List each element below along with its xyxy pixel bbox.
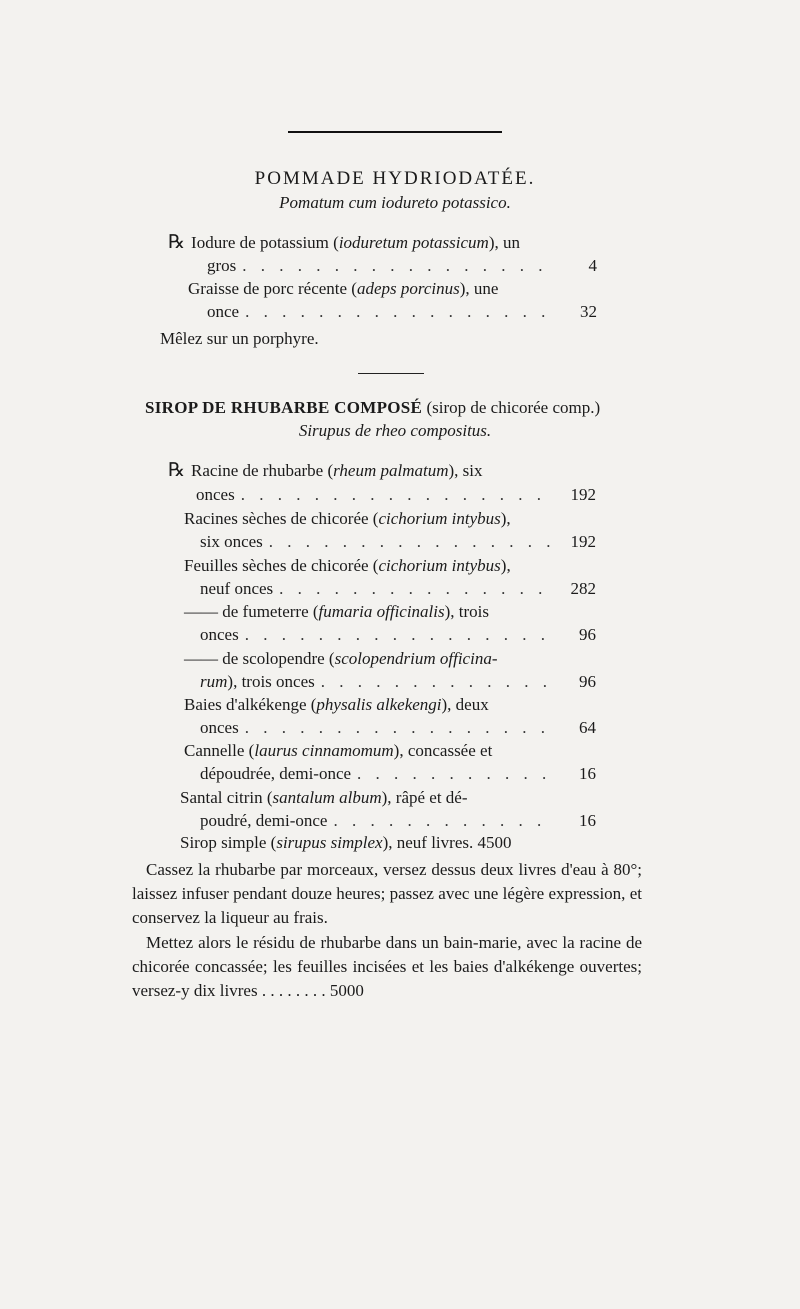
recipe-item: Graisse de porc récente (adeps porcinus), une bbox=[188, 279, 499, 298]
recipe-symbol-icon: ℞ bbox=[168, 460, 186, 481]
section-divider bbox=[358, 373, 424, 374]
section2-subtitle: Sirupus de rheo compositus. bbox=[298, 421, 492, 440]
recipe-item: Sirop simple (sirupus simplex), neuf livres. 4500 bbox=[180, 833, 512, 852]
recipe-item-quantity: once . . . 32 bbox=[207, 301, 597, 323]
section2-title: SIROP DE RHUBARBE COMPOSÉ (sirop de chicorée comp.) bbox=[145, 398, 601, 417]
recipe-item: —— de scolopendre (scolopendrium officina- bbox=[184, 649, 498, 668]
recipe-item: ℞ Iodure de potassium (ioduretum potassicum), un bbox=[168, 232, 521, 253]
recipe-item: —— de fumeterre (fumaria officinalis), trois bbox=[184, 602, 490, 621]
recipe-item: ℞ Racine de rhubarbe (rheum palmatum), six bbox=[168, 460, 483, 481]
recipe-item-quantity: gros . . . 4 bbox=[207, 255, 597, 277]
recipe-item: Baies d'alkékenge (physalis alkekengi), deux bbox=[184, 695, 489, 714]
recipe-item: Cannelle (laurus cinnamomum), concassée et bbox=[184, 741, 493, 760]
recipe-item-quantity: onces . . . 192 bbox=[196, 484, 596, 506]
recipe-item: Racines sèches de chicorée (cichorium intybus), bbox=[184, 509, 511, 528]
recipe-item-quantity: neuf onces . . . 282 bbox=[200, 578, 596, 600]
section1-subtitle: Pomatum cum ioduretо potassico. bbox=[279, 193, 511, 212]
instructions-paragraph: Mettez alors le résidu de rhubarbe dans un bain-marie, avec la racine de chicorée concassée; les feuilles incisées et les baies d'alkékenge ouvertes; versez-y dix livres . . . . . . . . 5000 bbox=[132, 933, 642, 1000]
section1-title: POMMADE HYDRIODATÉE. bbox=[254, 168, 536, 189]
recipe-item-quantity: onces . . . 64 bbox=[200, 717, 596, 739]
section1-instruction: Mêlez sur un porphyre. bbox=[160, 329, 319, 348]
recipe-item: Santal citrin (santalum album), râpé et dé- bbox=[180, 788, 468, 807]
recipe-item-quantity: six onces . . . 192 bbox=[200, 531, 596, 553]
recipe-item-quantity: poudré, demi-once . . . 16 bbox=[200, 810, 596, 832]
recipe-symbol-icon: ℞ bbox=[168, 232, 186, 253]
instructions-paragraph: Cassez la rhubarbe par morceaux, versez dessus deux livres d'eau à 80°; laissez infuser pendant douze heures; passez avec une légère expression, et conservez la liqueur au frais. bbox=[132, 860, 642, 927]
top-rule bbox=[288, 131, 502, 133]
recipe-item: Feuilles sèches de chicorée (cichorium intybus), bbox=[184, 556, 511, 575]
recipe-item-quantity: rum), trois onces . . . 96 bbox=[200, 671, 596, 693]
recipe-item-quantity: dépoudrée, demi-once . . . 16 bbox=[200, 763, 596, 785]
recipe-item-quantity: onces . . . 96 bbox=[200, 624, 596, 646]
